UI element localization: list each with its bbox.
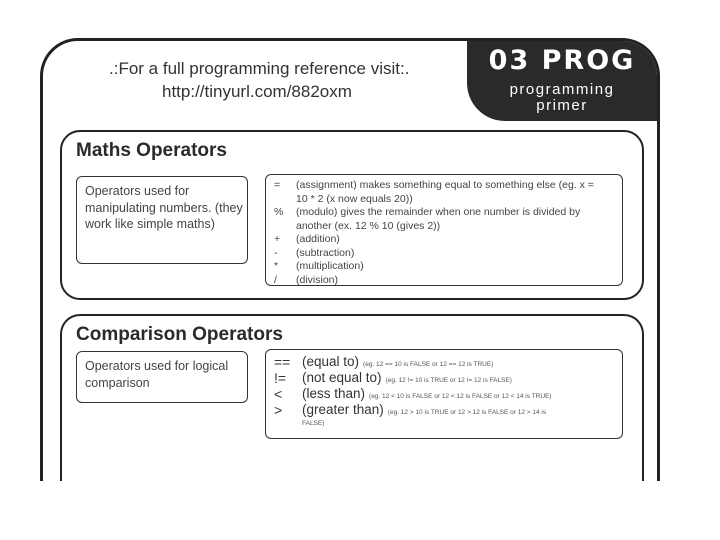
operator-example: (eg. 12 != 10 is TRUE or 12 != 12 is FALSE) xyxy=(385,377,512,384)
operator-example-continuation: FALSE) xyxy=(302,420,325,427)
primer-page xyxy=(40,38,660,481)
reference-url: http://tinyurl.com/882oxm xyxy=(162,82,352,101)
operator-row xyxy=(274,370,616,386)
operator-symbol: < xyxy=(274,386,283,402)
operator-name: (equal to) xyxy=(302,354,360,369)
operator-symbol: / xyxy=(274,273,277,286)
operator-description: (addition) xyxy=(296,233,340,245)
reference-text: .:For a full programming reference visit:. xyxy=(109,59,410,78)
operator-example: (eg. 12 < 10 is FALSE or 12 < 12 is FALSE or 12 < 14 is TRUE) xyxy=(369,393,552,400)
badge-subtitle-line2: primer xyxy=(536,97,588,114)
operators-list xyxy=(265,349,623,439)
description-box xyxy=(76,351,248,403)
operator-row xyxy=(274,386,616,402)
operator-description: (division) xyxy=(296,273,339,286)
operator-name: (greater than) xyxy=(302,402,384,417)
maths-operators-section xyxy=(60,130,644,300)
page-header xyxy=(43,41,657,127)
operator-example: (eg. 12 == 10 is FALSE or 12 == 12 is TRUE) xyxy=(363,361,494,368)
operator-symbol: * xyxy=(274,260,279,272)
operator-row xyxy=(274,402,616,418)
operator-description xyxy=(302,402,546,417)
comparison-operators-section xyxy=(60,314,644,481)
operator-name: (less than) xyxy=(302,386,366,401)
operator-example: (eg. 12 > 10 is TRUE or 12 > 12 is FALSE or 12 > 14 is xyxy=(387,409,547,416)
section-title: Comparison Operators xyxy=(76,324,283,345)
operator-description: another (ex. 12 % 10 (gives 2)) xyxy=(296,219,441,232)
operator-description: 10 * 2 (x now equals 20)) xyxy=(296,192,413,205)
operator-symbol: + xyxy=(274,233,281,245)
operator-description: (assignment) makes something equal to something else (eg. x = xyxy=(296,179,594,191)
operator-symbol: != xyxy=(274,370,287,386)
operator-row xyxy=(274,354,616,370)
operator-symbol: % xyxy=(274,206,284,218)
operator-description xyxy=(302,386,552,401)
section-title: Maths Operators xyxy=(76,140,227,161)
operator-name: (not equal to) xyxy=(302,370,382,385)
operator-symbol: = xyxy=(274,179,281,191)
description-text: Operators used for logical comparison xyxy=(85,359,229,390)
badge-subtitle-line1: programming xyxy=(509,81,615,98)
operator-description xyxy=(302,354,493,369)
operator-symbol: == xyxy=(274,354,291,370)
description-text: Operators used for manipulating numbers. (they work like simple maths) xyxy=(85,184,243,231)
operator-symbol: > xyxy=(274,402,283,418)
operator-description xyxy=(302,370,512,385)
operator-symbol: - xyxy=(274,246,278,259)
operator-row xyxy=(274,420,616,436)
operator-description: (modulo) gives the remainder when one number is divided by xyxy=(296,206,581,218)
operator-description: (subtraction) xyxy=(296,246,355,259)
operator-description: (multiplication) xyxy=(296,260,364,272)
title-badge xyxy=(467,41,657,121)
badge-title: 03 PROG xyxy=(488,45,636,76)
operators-list xyxy=(265,174,623,286)
description-box xyxy=(76,176,248,264)
